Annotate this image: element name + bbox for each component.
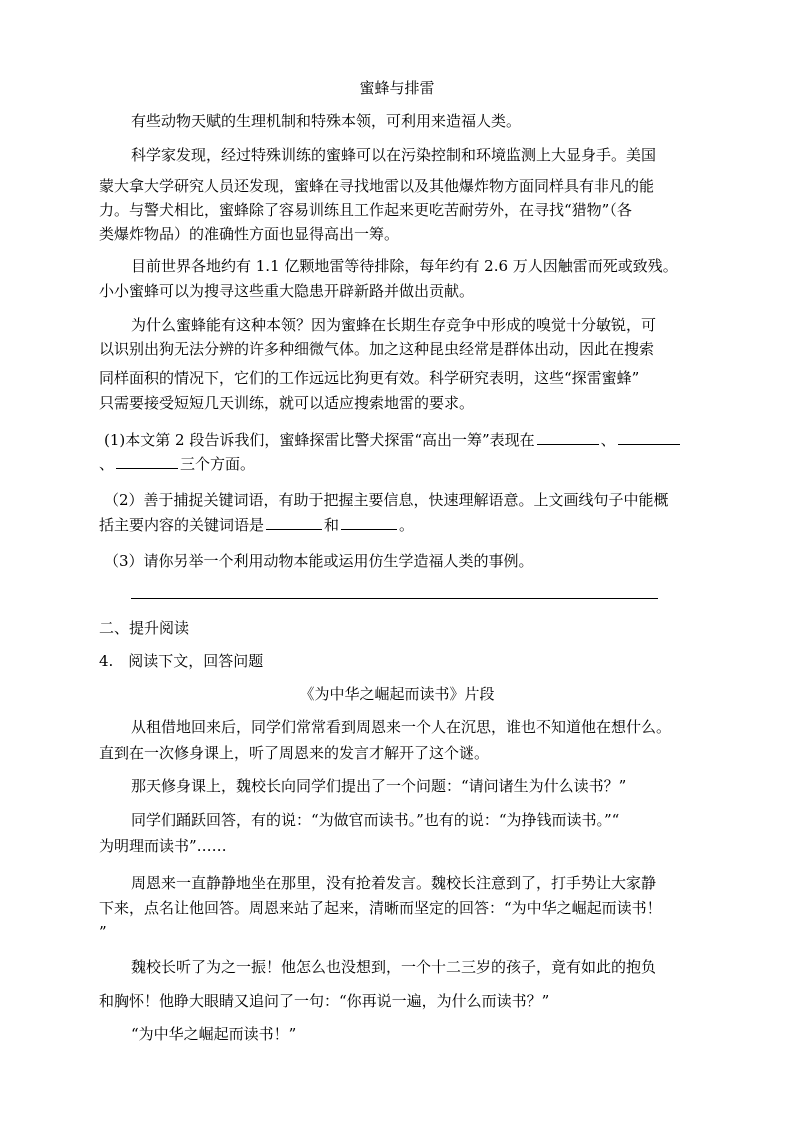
passage1-title: 蜜蜂与排雷	[359, 79, 435, 97]
passage1-line: 蒙大拿大学研究人员还发现，蜜蜂在寻找地雷以及其他爆炸物方面同样具有非凡的能	[99, 177, 655, 195]
question-1-text: (1)本文第 2 段告诉我们，蜜蜂探雷比警犬探雷“高出一筹”表现在	[104, 431, 535, 449]
passage2-line: ”	[99, 923, 107, 941]
answer-blank[interactable]	[537, 430, 599, 445]
passage2-line: 从租借地回来后，同学们常常看到周恩来一个人在沉思，谁也不知道他在想什么。	[131, 718, 672, 736]
passage1-line: 同样面积的情况下，它们的工作远远比狗更有效。科学研究表明，这些“探雷蜜蜂”	[99, 369, 640, 387]
answer-blank[interactable]	[116, 454, 178, 469]
passage2-line: 下来，点名让他回答。周恩来站了起来，清晰而坚定的回答：“为中华之崛起而读书！	[99, 899, 662, 917]
section-heading: 二、提升阅读	[99, 619, 190, 637]
passage2-line: 为明理而读书”……	[99, 837, 227, 855]
passage1-line: 类爆炸物品）的准确性方面也显得高出一筹。	[99, 225, 400, 243]
question-4: 4. 阅读下文，回答问题	[99, 652, 264, 670]
passage2-line: 同学们踊跃回答，有的说：“为做官而读书。”也有的说：“为挣钱而读书。”“	[131, 811, 620, 829]
answer-line[interactable]	[131, 598, 658, 599]
passage2-line: 周恩来一直静静地坐在那里，没有抢着发言。魏校长注意到了，打手势让大家静	[131, 874, 657, 892]
separator: 、	[99, 455, 115, 473]
question-1-end: 三个方面。	[180, 455, 256, 473]
passage1-line: 只需要接受短短几天训练，就可以适应搜索地雷的要求。	[99, 394, 475, 412]
answer-blank[interactable]	[341, 515, 397, 530]
period: 。	[399, 516, 415, 534]
passage2-line: 和胸怀！他睁大眼睛又追问了一句：“你再说一遍，为什么而读书？”	[99, 992, 550, 1010]
question-2: （2）善于捕捉关键词语，有助于把握主要信息，快速理解语意。上文画线句子中能概	[104, 491, 669, 509]
question-2-cont	[99, 515, 414, 535]
passage2-line: 直到在一次修身课上，听了周恩来的发言才解开了这个谜。	[99, 744, 490, 762]
passage1-line: 力。与警犬相比，蜜蜂除了容易训练且工作起来更吃苦耐劳外，在寻找“猎物”（各	[99, 201, 632, 219]
passage2-line: 魏校长听了为之一振！他怎么也没想到，一个十二三岁的孩子，竟有如此的抱负	[131, 958, 657, 976]
passage1-line: 科学家发现，经过特殊训练的蜜蜂可以在污染控制和环境监测上大显身手。美国	[131, 146, 657, 164]
question-1-cont	[99, 454, 255, 474]
passage1-line: 以识别出狗无法分辨的许多种细微气体。加之这种昆虫经常是群体出动，因此在搜索	[99, 340, 655, 358]
question-1	[104, 430, 682, 450]
passage1-line: 为什么蜜蜂能有这种本领？因为蜜蜂在长期生存竞争中形成的嗅觉十分敏锐，可	[131, 316, 657, 334]
answer-blank[interactable]	[266, 515, 322, 530]
passage2-title: 《为中华之崛起而读书》片段	[299, 685, 495, 703]
conjunction: 和	[324, 516, 340, 534]
answer-blank[interactable]	[618, 430, 680, 445]
question-2-text: 括主要内容的关键词语是	[99, 516, 265, 534]
passage1-line: 有些动物天赋的生理机制和特殊本领，可利用来造福人类。	[131, 112, 522, 130]
passage2-line: “为中华之崛起而读书！”	[131, 1025, 297, 1043]
separator: 、	[600, 431, 616, 449]
passage2-line: 那天修身课上，魏校长向同学们提出了一个问题：“请问诸生为什么读书？”	[131, 777, 627, 795]
question-3: （3）请你另举一个利用动物本能或运用仿生学造福人类的事例。	[104, 552, 534, 570]
passage1-line: 目前世界各地约有 1.1 亿颗地雷等待排除，每年约有 2.6 万人因触雷而死或致残。	[131, 257, 678, 275]
passage1-line: 小小蜜蜂可以为搜寻这些重大隐患开辟新路并做出贡献。	[99, 282, 475, 300]
